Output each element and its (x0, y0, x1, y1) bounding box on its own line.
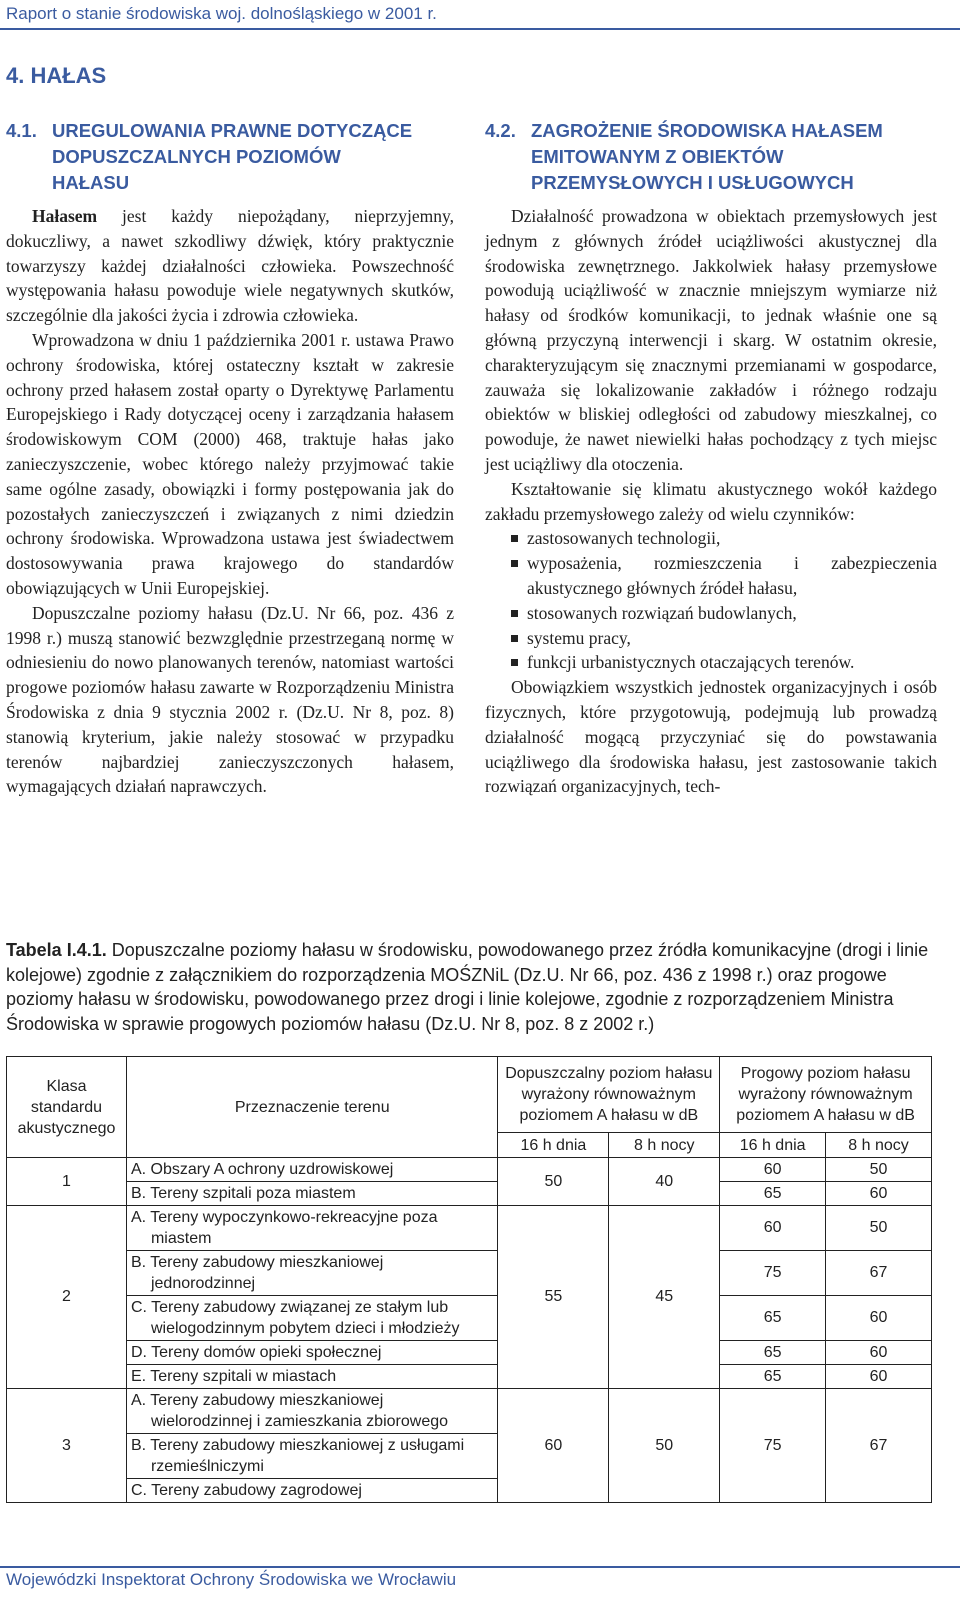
terrain-cell: C. Tereny zabudowy zagrodowej (126, 1479, 497, 1503)
bullet-square-icon (511, 610, 518, 617)
section-4-2-title (485, 118, 937, 196)
header-rule (0, 28, 960, 30)
table-row (7, 1158, 932, 1182)
prog-night-cell: 60 (826, 1341, 932, 1365)
prog-day-cell: 65 (720, 1182, 826, 1206)
terrain-cell: B. Tereny szpitali poza miastem (126, 1182, 497, 1206)
list-item: zastosowanych technologii, (511, 526, 937, 551)
paragraph: Dopuszczalne poziomy hałasu (Dz.U. Nr 66, poz. 436 z 1998 r.) muszą stanowić bezwzględnie przestrzeganą normę w odniesieniu do nowo planowanych terenów, natomiast wartości progowe poziomów hałasu zawarte w Rozporządzeniu Ministra Środowiska z dnia 9 stycznia 2002 r. (Dz.U. Nr 8, poz. 8) stanowią kryterium, jakie należy stosować w przypadku terenów najbardziej zanieczyszczonych hałasem, wymagających działań naprawczych. (6, 602, 454, 797)
terrain-cell: D. Tereny domów opieki społecznej (126, 1341, 497, 1365)
table-caption-label: Tabela I.4.1. (6, 940, 107, 960)
dop-night-cell: 45 (609, 1206, 720, 1389)
bullet-square-icon (511, 535, 518, 542)
list-item: wyposażenia, rozmieszczenia i zabezpieczenia akustycznego głównych źródeł hałasu, (511, 551, 937, 601)
table-caption-text: Dopuszczalne poziomy hałasu w środowisku, powodowanego przez źródła komunikacyjne (drogi i linie kolejowe) zgodnie z załącznikiem do rozporządzenia MOŚZNiL (Dz.U. Nr 66, poz. 436 z 1998 r.) oraz progowe poziomy hałasu w środowisku, powodowanego przez drogi i linie kolejowe, zgodnie z rozporządzeniem Ministra Środowiska w sprawie progowych poziomów hałasu (Dz.U. Nr 8, poz. 8 z 2002 r.) (6, 940, 929, 1034)
bullet-square-icon (511, 560, 518, 567)
prog-day-cell: 60 (720, 1158, 826, 1182)
prog-day-cell: 75 (720, 1251, 826, 1296)
section-4-1-title (6, 118, 454, 196)
prog-day-cell: 60 (720, 1206, 826, 1251)
header-klasa: Klasa standardu akustycznego (7, 1057, 127, 1158)
table-row (7, 1296, 932, 1341)
page-footer: Wojewódzki Inspektorat Ochrony Środowiska we Wrocławiu (6, 1570, 457, 1589)
paragraph-text: jest każdy niepożądany, nieprzyjemny, dokuczliwy, a nawet szkodliwy dźwięk, który praktycznie towarzyszy każdej działalności człowieka. Powszechność występowania hałasu powoduje wiele negatywnych skutków, szczególnie dla jakości życia i zdrowia człowieka. (6, 206, 454, 326)
section-title-line: HAŁASU (52, 172, 130, 193)
paragraph: Obowiązkiem wszystkich jednostek organizacyjnych i osób fizycznych, które przygotowują, podejmują lub prowadzą działalność mogącą przyczyniać się do powstawania uciążliwego dla środowiska hałasu, jest zastosowanie takich rozwiązań organizacyjnych, tech- (485, 677, 937, 797)
chapter-title: 4. HAŁAS (6, 63, 107, 88)
terrain-cell: B. Tereny zabudowy mieszkaniowej jednorodzinnej (126, 1251, 497, 1296)
term-lead: Hałasem (32, 206, 98, 226)
list-item: systemu pracy, (511, 626, 937, 651)
class-cell: 3 (7, 1389, 127, 1503)
header-day: 16 h dnia (498, 1133, 609, 1158)
prog-day-cell: 65 (720, 1365, 826, 1389)
class-cell: 1 (7, 1158, 127, 1206)
terrain-cell: C. Tereny zabudowy związanej ze stałym lub wielogodzinnym pobytem dzieci i młodzieży (126, 1296, 497, 1341)
prog-day-cell: 65 (720, 1296, 826, 1341)
header-przeznaczenie: Przeznaczenie terenu (126, 1057, 497, 1158)
list-item: funkcji urbanistycznych otaczających terenów. (511, 650, 937, 675)
prog-night-cell: 50 (826, 1158, 932, 1182)
prog-night-cell: 50 (826, 1206, 932, 1251)
right-column (485, 118, 937, 799)
paragraph: Wprowadzona w dniu 1 października 2001 r. ustawa Prawo ochrony środowiska, której ostateczny kształt w zakresie ochrony przed hałasem został oparty o Dyrektywę Parlamentu Europejskiego i Rady dotyczącej oceny i zarządzania hałasem środowiskowym COM (2000) 468, traktuje hałas jako zanieczyszczenie, wobec którego należy przyjmować takie same ogólne zasady, obowiązki i formy postępowania jak do pozostałych zanieczyszczeń i związanych z nimi dziedzin ochrony środowiska. Wprowadzona ustawa jest świadectwem dostosowywania prawa krajowego do standardów obowiązujących w Unii Europejskiej. (6, 329, 454, 598)
table-row (7, 1365, 932, 1389)
terrain-cell: A. Obszary A ochrony uzdrowiskowej (126, 1158, 497, 1182)
prog-night-cell: 67 (826, 1251, 932, 1296)
table-row (7, 1251, 932, 1296)
table-row (7, 1389, 932, 1434)
list-item: stosowanych rozwiązań budowlanych, (511, 601, 937, 626)
table-row (7, 1206, 932, 1251)
prog-night-cell: 67 (826, 1389, 932, 1503)
class-cell: 2 (7, 1206, 127, 1389)
dop-night-cell: 40 (609, 1158, 720, 1206)
header-dopuszczalny: Dopuszczalny poziom hałasu wyrażony równoważnym poziomem A hałasu w dB (498, 1057, 720, 1133)
noise-levels-table (6, 1056, 932, 1503)
prog-day-cell: 75 (720, 1389, 826, 1503)
terrain-cell: E. Tereny szpitali w miastach (126, 1365, 497, 1389)
prog-night-cell: 60 (826, 1182, 932, 1206)
header-night: 8 h nocy (609, 1133, 720, 1158)
paragraph (6, 204, 454, 328)
section-title-line: DOPUSZCZALNYCH POZIOMÓW (52, 146, 341, 167)
header-day: 16 h dnia (720, 1133, 826, 1158)
page-header: Raport o stanie środowiska woj. dolnośląskiego w 2001 r. (6, 4, 437, 23)
section-title-line: ZAGROŻENIE ŚRODOWISKA HAŁASEM (531, 120, 883, 141)
table-row (7, 1341, 932, 1365)
prog-day-cell: 65 (720, 1341, 826, 1365)
dop-day-cell: 50 (498, 1158, 609, 1206)
paragraph: Działalność prowadzona w obiektach przemysłowych jest jednym z głównych źródeł uciążliwości akustycznej dla środowiska zewnętrznego. Jakkolwiek hałasy przemysłowe powodują uciążliwość w znacznie mniejszym wymiarze niż hałasy od środków komunikacji, to jednak właśnie one są główną przyczyną interwencji i skarg. W ostatnim okresie, charakteryzującym się znacznymi przemianami w gospodarce, zauważa się lokalizowanie zakładów i różnego rodzaju obiektów w bliskiej odległości od zabudowy mieszkalnej, co powoduje, że nawet niewielki hałas pochodzący z tych miejsc jest uciążliwy dla otoczenia. (485, 206, 937, 474)
footer-rule (0, 1566, 960, 1568)
section-title-line: PRZEMYSŁOWYCH I USŁUGOWYCH (531, 172, 854, 193)
terrain-cell: A. Tereny zabudowy mieszkaniowej wielorodzinnej i zamieszkania zbiorowego (126, 1389, 497, 1434)
section-number: 4.2. (485, 120, 516, 141)
section-title-line: UREGULOWANIA PRAWNE DOTYCZĄCE (52, 120, 413, 141)
terrain-cell: A. Tereny wypoczynkowo-rekreacyjne poza miastem (126, 1206, 497, 1251)
table-row (7, 1182, 932, 1206)
section-title-line: EMITOWANYM Z OBIEKTÓW (531, 146, 784, 167)
dop-day-cell: 60 (498, 1389, 609, 1503)
dop-day-cell: 55 (498, 1206, 609, 1389)
dop-night-cell: 50 (609, 1389, 720, 1503)
bullet-square-icon (511, 659, 518, 666)
header-night: 8 h nocy (826, 1133, 932, 1158)
table-caption (6, 938, 936, 1036)
header-progowy: Progowy poziom hałasu wyrażony równoważnym poziomem A hałasu w dB (720, 1057, 932, 1133)
left-column (6, 118, 454, 799)
factor-list (485, 526, 937, 675)
terrain-cell: B. Tereny zabudowy mieszkaniowej z usługami rzemieślniczymi (126, 1434, 497, 1479)
paragraph: Kształtowanie się klimatu akustycznego wokół każdego zakładu przemysłowego zależy od wielu czynników: (485, 478, 937, 524)
prog-night-cell: 60 (826, 1365, 932, 1389)
prog-night-cell: 60 (826, 1296, 932, 1341)
section-number: 4.1. (6, 120, 37, 141)
bullet-square-icon (511, 635, 518, 642)
